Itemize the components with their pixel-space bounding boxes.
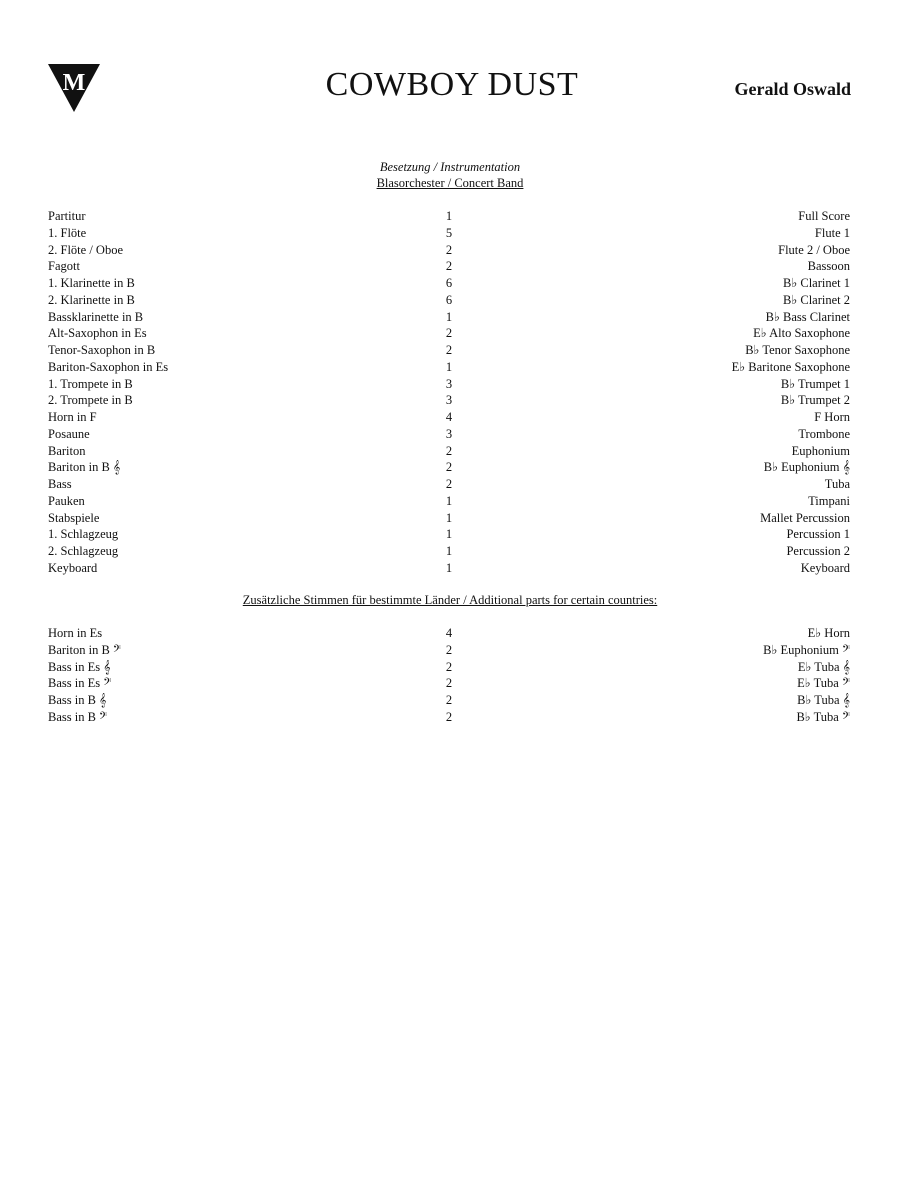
part-quantity: 2 [445,443,453,458]
part-row [48,325,850,342]
part-name-german: 1. Klarinette in B [48,276,135,290]
part-name-english: Trombone [798,426,850,441]
part-row [48,392,850,409]
part-quantity: 1 [445,209,453,223]
part-row [48,476,850,493]
part-name-german: 1. Trompete in B [48,376,133,391]
part-name-english: B♭ Bass Clarinet [765,309,850,324]
part-name-german: Bass [48,477,72,491]
part-quantity: 2 [445,642,453,657]
part-name-german: 2. Schlagzeug [48,544,119,558]
part-row [48,443,850,460]
part-row [48,409,850,426]
part-name-german: 2. Klarinette in B [48,292,135,307]
part-row [48,258,850,275]
part-name-german: Bariton in B 𝄞 [48,460,121,475]
part-row [48,642,850,659]
part-quantity: 2 [445,242,453,257]
part-name-german: Keyboard [48,560,98,575]
part-row [48,692,850,709]
part-quantity: 1 [445,544,453,558]
part-name-german: Alt-Saxophon in Es [48,326,147,341]
part-name-german: Stabspiele [48,510,100,525]
part-row [48,376,850,393]
part-name-english: F Horn [814,410,850,424]
part-quantity: 1 [445,359,453,374]
part-row [48,309,850,326]
part-name-german: Partitur [48,209,86,223]
part-name-english: B♭ Trumpet 1 [780,376,850,391]
part-name-german: Bass in B 𝄢 [48,709,108,724]
part-quantity: 1 [445,527,453,542]
part-name-german: Bass in Es 𝄢 [48,676,112,691]
part-quantity: 1 [445,510,453,525]
part-name-german: Horn in F [48,410,97,424]
part-name-english: Full Score [798,209,850,223]
part-quantity: 3 [445,376,453,391]
part-quantity: 2 [445,693,453,707]
part-name-english: Percussion 1 [786,527,850,542]
part-name-english: E♭ Horn [807,626,850,640]
part-quantity: 6 [445,292,453,307]
part-name-german: Pauken [48,493,85,508]
part-quantity: 6 [445,276,453,290]
part-quantity: 2 [445,676,453,691]
part-name-german: Posaune [48,426,90,441]
part-quantity: 1 [445,493,453,508]
part-row [48,625,850,642]
part-quantity: 2 [445,659,453,674]
part-name-german: Bass in Es 𝄞 [48,659,111,674]
part-name-english: B♭ Clarinet 1 [783,276,850,290]
part-row [48,292,850,309]
part-name-german: Bariton-Saxophon in Es [48,359,169,374]
part-row [48,459,850,476]
part-name-english: Mallet Percussion [760,510,850,525]
part-quantity: 5 [445,225,453,240]
part-name-english: B♭ Euphonium 𝄞 [763,460,850,475]
part-name-english: B♭ Tenor Saxophone [745,343,850,357]
part-name-german: Bass in B 𝄞 [48,693,107,707]
part-name-english: E♭ Baritone Saxophone [731,359,850,374]
part-name-german: Tenor-Saxophon in B [48,343,156,357]
piece-title: COWBOY DUST [325,66,579,103]
part-name-english: Flute 1 [814,225,850,240]
part-row [48,426,850,443]
part-quantity: 4 [445,410,453,424]
part-row [48,560,850,577]
part-quantity: 2 [445,460,453,475]
part-name-german: Bariton in B 𝄢 [48,642,121,657]
svg-text:M: M [62,70,86,96]
part-name-english: Bassoon [807,259,850,274]
part-name-english: B♭ Trumpet 2 [780,393,850,408]
parts-list [48,208,850,577]
part-name-german: Horn in Es [48,626,103,640]
part-quantity: 1 [445,560,453,575]
part-quantity: 2 [445,326,453,341]
part-name-english: E♭ Tuba 𝄢 [797,676,850,691]
part-name-german: Bariton [48,443,86,458]
part-name-english: Percussion 2 [786,544,850,558]
part-row [48,510,850,527]
part-quantity: 1 [445,309,453,324]
part-row [48,543,850,560]
additional-parts-heading: Zusätzliche Stimmen für bestimmte Länder / Additional parts for certain countries: [242,593,658,607]
part-row [48,225,850,242]
part-quantity: 2 [445,709,453,724]
part-name-english: E♭ Alto Saxophone [753,326,850,341]
part-name-english: Timpani [808,493,850,508]
additional-parts-list [48,625,850,726]
part-name-english: E♭ Tuba 𝄞 [797,659,850,674]
part-quantity: 2 [445,343,453,357]
part-row [48,659,850,676]
part-quantity: 2 [445,477,453,491]
part-name-german: Fagott [48,259,80,274]
part-name-english: Euphonium [791,443,850,458]
part-quantity: 3 [445,426,453,441]
part-row [48,526,850,543]
part-quantity: 4 [445,626,453,640]
part-row [48,275,850,292]
part-name-english: B♭ Euphonium 𝄢 [763,642,850,657]
part-name-english: Flute 2 / Oboe [778,242,850,257]
part-name-german: 2. Flöte / Oboe [48,242,123,257]
part-name-german: 2. Trompete in B [48,393,133,408]
part-row [48,493,850,510]
part-name-german: Bassklarinette in B [48,309,144,324]
part-row [48,342,850,359]
part-name-german: 1. Schlagzeug [48,527,119,542]
part-row [48,359,850,376]
part-row [48,709,850,726]
part-row [48,208,850,225]
part-row [48,242,850,259]
composer-name: Gerald Oswald [734,79,851,99]
instrumentation-heading: Besetzung / Instrumentation [379,160,521,174]
part-name-english: Keyboard [800,560,850,575]
part-name-german: 1. Flöte [48,225,87,240]
part-name-english: B♭ Tuba 𝄢 [796,709,850,724]
part-row [48,675,850,692]
band-type: Blasorchester / Concert Band [376,176,524,190]
part-name-english: B♭ Tuba 𝄞 [797,693,850,707]
part-name-english: Tuba [824,477,850,491]
part-quantity: 2 [445,259,453,274]
part-quantity: 3 [445,393,453,408]
part-name-english: B♭ Clarinet 2 [783,292,850,307]
